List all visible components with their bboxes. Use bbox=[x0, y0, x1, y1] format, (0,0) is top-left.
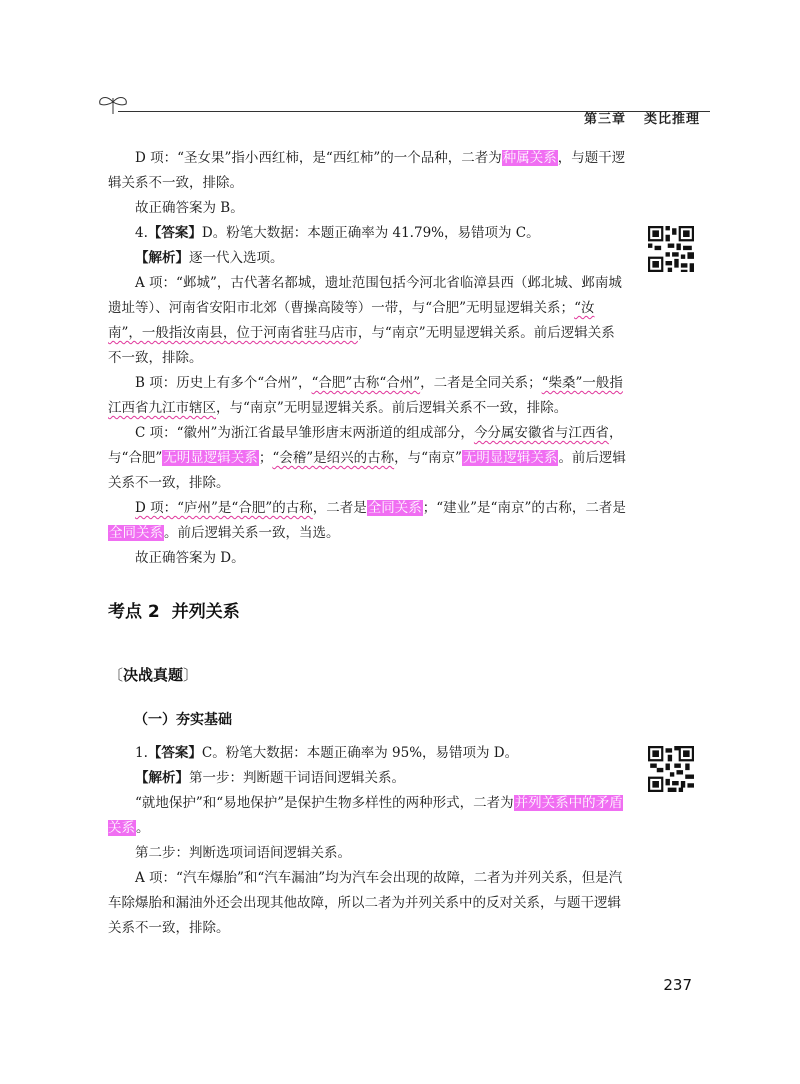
wave-underline: “会稽”是绍兴的古称 bbox=[272, 450, 395, 466]
highlight: 并列关系中的矛盾关系 bbox=[108, 795, 623, 836]
q1-step2: 第二步：判断选项词语间逻辑关系。 bbox=[135, 845, 351, 861]
qr-code-icon[interactable] bbox=[648, 746, 694, 792]
q3-answer: 故正确答案为 B。 bbox=[135, 200, 244, 216]
subsection-heading bbox=[108, 664, 198, 685]
highlight: 全同关系 bbox=[109, 525, 163, 541]
wave-underline: 今分属安徽省与江西省 bbox=[473, 425, 609, 441]
qr-code-icon[interactable] bbox=[648, 226, 694, 272]
highlight: 无明显逻辑关系 bbox=[163, 450, 258, 466]
section-heading bbox=[108, 597, 240, 622]
leaf-icon bbox=[96, 92, 130, 116]
q4-analysis: 【解析】逐一代入选项。 bbox=[135, 250, 284, 266]
q3-option-d: D 项：“圣女果”指小西红柿，是“西红柿”的一个品种，二者为种属关系，与题干逻辑关系不一致，排除。 bbox=[108, 150, 626, 191]
chapter-title: 类比推理 bbox=[643, 112, 700, 127]
wave-underline: “汝南”，一般指汝南县，位于河南省驻马店市 bbox=[108, 300, 595, 341]
wave-underline: D 项：“庐州”是“合肥”的古称 bbox=[135, 500, 313, 516]
section-title: 并列关系 bbox=[171, 602, 240, 622]
highlight: 无明显逻辑关系 bbox=[462, 450, 558, 466]
chapter-header bbox=[584, 108, 700, 127]
subsubsection-heading: （一）夯实基础 bbox=[134, 712, 232, 728]
highlight: 种属关系 bbox=[502, 150, 557, 166]
q4-answer: 4.【答案】D。粉笔大数据：本题正确率为 41.79%，易错项为 C。 bbox=[135, 225, 540, 241]
q1-analysis: 【解析】第一步：判断题干词语间逻辑关系。 bbox=[135, 770, 405, 786]
wave-underline: “合肥”古称“合州” bbox=[311, 375, 421, 391]
q1-answer: 1.【答案】C。粉笔大数据：本题正确率为 95%，易错项为 D。 bbox=[135, 745, 519, 761]
q4-option-d: D 项：“庐州”是“合肥”的古称，二者是全同关系；“建业”是“南京”的古称，二者是全同关系。前后逻辑关系一致，当选。 bbox=[109, 500, 626, 541]
bracket-right: 〕 bbox=[183, 666, 199, 684]
wave-underline: “柴桑”一般指江西省九江市辖区 bbox=[108, 375, 623, 416]
highlight: 全同关系 bbox=[367, 500, 422, 516]
q4-option-b: B 项：历史上有多个“合州”，“合肥”古称“合州”，二者是全同关系；“柴桑”一般指江西省九江市辖区，与“南京”无明显逻辑关系。前后逻辑关系不一致，排除。 bbox=[108, 375, 623, 416]
chapter-number: 第三章 bbox=[583, 112, 626, 127]
q4-final-answer: 故正确答案为 D。 bbox=[135, 550, 245, 566]
q4-option-c: C 项：“徽州”为浙江省最早雏形唐末两浙道的组成部分，今分属安徽省与江西省，与“合肥”无明显逻辑关系；“会稽”是绍兴的古称，与“南京”无明显逻辑关系。前后逻辑关系不一致，排除。 bbox=[108, 425, 626, 491]
section-number: 考点 2 bbox=[108, 602, 160, 622]
q1-option-a: A 项：“汽车爆胎”和“汽车漏油”均为汽车会出现的故障，二者为并列关系，但是汽车除爆胎和漏油外还会出现其他故障，所以二者为并列关系中的反对关系，与题干逻辑关系不一致，排除。 bbox=[108, 870, 623, 936]
bracket-left: 〔 bbox=[108, 666, 124, 684]
q4-option-a: A 项：“邺城”，古代著名都城，遗址范围包括今河北省临漳县西（邺北城、邺南城遗址等）、河南省安阳市北郊（曹操高陵等）一带，与“合肥”无明显逻辑关系；“汝南”，一般指汝南县，位于河南省驻马店市，与“南京”无明显逻辑关系。前后逻辑关系不一致，排除。 bbox=[108, 275, 622, 366]
q1-paragraph: “就地保护”和“易地保护”是保护生物多样性的两种形式，二者为并列关系中的矛盾关系。 bbox=[108, 795, 623, 836]
page-number: 237 bbox=[663, 976, 692, 994]
subsection-title: 决战真题 bbox=[123, 666, 184, 684]
